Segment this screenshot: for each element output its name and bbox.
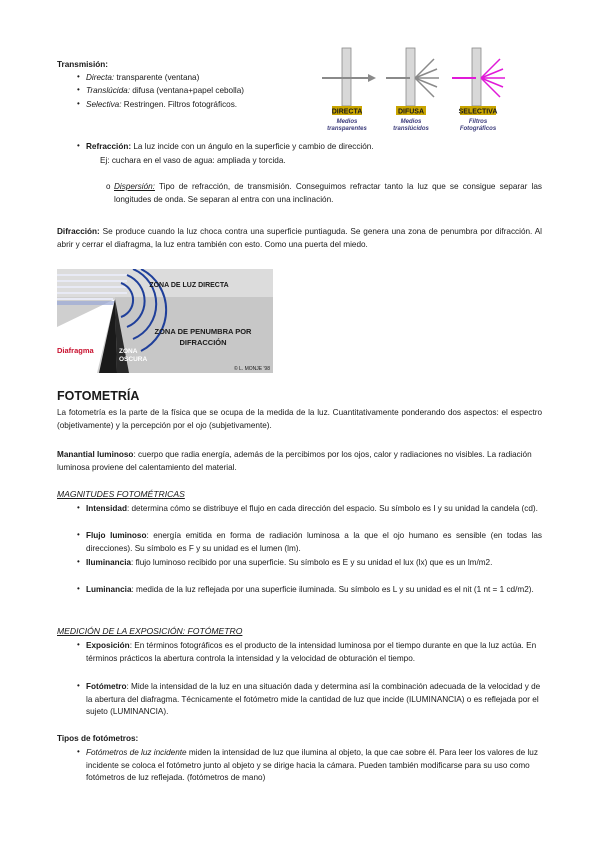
term: Iluminancia bbox=[86, 558, 132, 567]
label-penumbra-1: ZONA DE PENUMBRA POR bbox=[154, 327, 252, 336]
filtered-ray bbox=[481, 59, 500, 78]
bullet: • bbox=[77, 747, 80, 756]
filtered-ray bbox=[481, 78, 503, 87]
magnitud-iluminancia bbox=[86, 557, 542, 570]
term: Manantial luminoso bbox=[57, 450, 134, 459]
text: : flujo luminoso recibido por una superficie. Su símbolo es E y su unidad el lux (lx) que es un lm/m2. bbox=[131, 558, 493, 567]
transmision-title: Transmisión: bbox=[57, 60, 108, 69]
manantial-paragraph bbox=[57, 449, 542, 474]
panel-selectiva bbox=[452, 48, 505, 132]
diffuse-ray bbox=[415, 69, 437, 78]
bullet: • bbox=[77, 584, 80, 593]
magnitud-intensidad bbox=[86, 503, 542, 516]
fotometria-title: FOTOMETRÍA bbox=[57, 389, 140, 403]
caption-line2: transparentes bbox=[327, 126, 367, 132]
label-penumbra-2: DIFRACCIÓN bbox=[179, 338, 227, 347]
light-band bbox=[57, 301, 115, 305]
text: La luz incide con un ángulo en la superficie y cambio de dirección. bbox=[131, 142, 374, 151]
term: Translúcida: bbox=[86, 86, 130, 95]
bullet: • bbox=[77, 99, 80, 108]
term: Refracción: bbox=[86, 142, 132, 151]
text: : energía emitida en forma de radiación luminosa a la que el ojo humano es sensible (en todas las direcciones). Su símbolo es F y su unidad es el lumen (lm). bbox=[86, 531, 542, 553]
diffraction-figure bbox=[57, 269, 273, 373]
diffuse-ray bbox=[415, 78, 434, 97]
refraccion-item bbox=[86, 141, 374, 154]
panel-directa bbox=[322, 48, 376, 132]
label-zona-directa: ZONA DE LUZ DIRECTA bbox=[149, 282, 229, 289]
filtered-ray bbox=[481, 69, 503, 78]
term: Dispersión: bbox=[114, 182, 155, 191]
bullet: • bbox=[77, 503, 80, 512]
term: Flujo luminoso bbox=[86, 531, 147, 540]
text: Se produce cuando la luz choca contra una superficie puntiaguda. Se genera una zona de penumbra por difracción. Al abrir y cerrar el diafragma, la luz entra también con esto. Como una puerta del miedo. bbox=[57, 227, 542, 249]
magnitudes-title: MAGNITUDES FOTOMÉTRICAS bbox=[57, 489, 185, 499]
caption-line1: Medios bbox=[336, 119, 358, 125]
caption-line2: Fotográficos bbox=[459, 126, 497, 132]
text: : medida de la luz reflejada por una superficie iluminada. Su símbolo es L y su unidad es el nit (1 nt = 1 cd/m2). bbox=[131, 585, 534, 594]
bullet: • bbox=[77, 530, 80, 539]
copyright: © L. MONJE '98 bbox=[233, 366, 270, 372]
label-diafragma: Diafragma bbox=[57, 346, 94, 355]
bullet: • bbox=[77, 640, 80, 649]
caption-line1: Filtros bbox=[468, 119, 488, 125]
transmision-item-translucida bbox=[86, 85, 244, 98]
medicion-exposicion bbox=[86, 640, 542, 665]
term: Directa: bbox=[86, 73, 115, 82]
bullet: • bbox=[77, 72, 80, 81]
text: transparente (ventana) bbox=[114, 73, 200, 82]
medicion-title: MEDICIÓN DE LA EXPOSICIÓN: FOTÓMETRO bbox=[57, 626, 243, 636]
diffuse-ray bbox=[415, 78, 437, 87]
text: : En términos fotográficos es el producto de la intensidad luminosa por el tiempo durante en que la luz actúa. En términos prácticos la abertura controla la intensidad y la velocidad de obturación el tiempo. bbox=[86, 641, 537, 663]
bullet: • bbox=[77, 681, 80, 690]
text: difusa (ventana+papel cebolla) bbox=[130, 86, 245, 95]
medicion-fotometro bbox=[86, 681, 542, 719]
diffuse-ray bbox=[415, 59, 434, 78]
term: Fotómetros de luz incidente bbox=[86, 748, 187, 757]
arrow-head bbox=[368, 74, 376, 82]
magnitud-luminancia bbox=[86, 584, 542, 597]
term: Exposición bbox=[86, 641, 130, 650]
text: miden la intensidad de luz que ilumina al objeto, la que cae sobre él. Para leer los valores de luz incidente se coloca el fotómetro junto al objeto y se dirige hacia la cámara. Pueden también modificarse para su uso como fotómetros de luz reflejada. (fotómetros de mano) bbox=[86, 748, 538, 782]
filtered-ray bbox=[481, 78, 500, 97]
transmission-figure bbox=[318, 45, 508, 137]
fotometria-intro: La fotometría es la parte de la física que se ocupa de la medida de la luz. Cuantitativamente ponderando dos aspectos: el espectro (objetivamente) y la percepción por el ojo (subjetivamente). bbox=[57, 408, 542, 430]
dispersion-item bbox=[114, 181, 542, 206]
label-zona-oscura-2: OSCURA bbox=[119, 356, 148, 363]
term: Luminancia bbox=[86, 585, 132, 594]
text: Restringen. Filtros fotográficos. bbox=[121, 100, 238, 109]
panel-difusa bbox=[386, 48, 439, 132]
label-selectiva: SELECTIVA bbox=[458, 108, 498, 116]
label-directa: DIRECTA bbox=[331, 108, 363, 116]
circle-bullet: o bbox=[106, 182, 111, 191]
text: : determina cómo se distribuye el flujo en cada dirección del espacio. Su símbolo es I y su unidad la candela (cd). bbox=[126, 504, 538, 513]
magnitud-flujo bbox=[86, 530, 542, 555]
tipos-title: Tipos de fotómetros: bbox=[57, 734, 139, 743]
bullet: • bbox=[77, 85, 80, 94]
difraccion-paragraph bbox=[57, 226, 542, 251]
label-difusa: DIFUSA bbox=[397, 108, 425, 116]
term: Intensidad bbox=[86, 504, 127, 513]
bullet: • bbox=[77, 557, 80, 566]
text: : cuerpo que radia energía, además de la percibimos por los ojos, calor y radiaciones no visibles. La radiación luminosa proviene del calentamiento del material. bbox=[57, 450, 532, 472]
bullet: • bbox=[77, 141, 80, 150]
label-zona-oscura-1: ZONA bbox=[119, 348, 138, 355]
term: Fotómetro bbox=[86, 682, 127, 691]
text: : Mide la intensidad de la luz en una situación dada y determina así la combinación adecuada de la velocidad y de la abertura del diafragma. Técnicamente el fotómetro mide la cantidad de luz que incide (ILUMINANCIA) o es reflejada por el sujeto (LUMINANCIA). bbox=[86, 682, 541, 716]
refraccion-example: Ej: cuchara en el vaso de agua: ampliada y torcida. bbox=[100, 156, 286, 165]
term: Selectiva: bbox=[86, 100, 122, 109]
caption-line1: Medios bbox=[400, 119, 422, 125]
caption-line2: translúcidos bbox=[393, 126, 429, 132]
tipos-incidente bbox=[86, 747, 542, 785]
transmision-item-selectiva bbox=[86, 99, 237, 112]
text: Tipo de refracción, de transmisión. Conseguimos refractar tanto la luz que se consigue separar las longitudes de onda. Se separan al entra con una inclinación. bbox=[114, 182, 542, 204]
term: Difracción: bbox=[57, 227, 100, 236]
transmision-item-directa bbox=[86, 72, 199, 85]
